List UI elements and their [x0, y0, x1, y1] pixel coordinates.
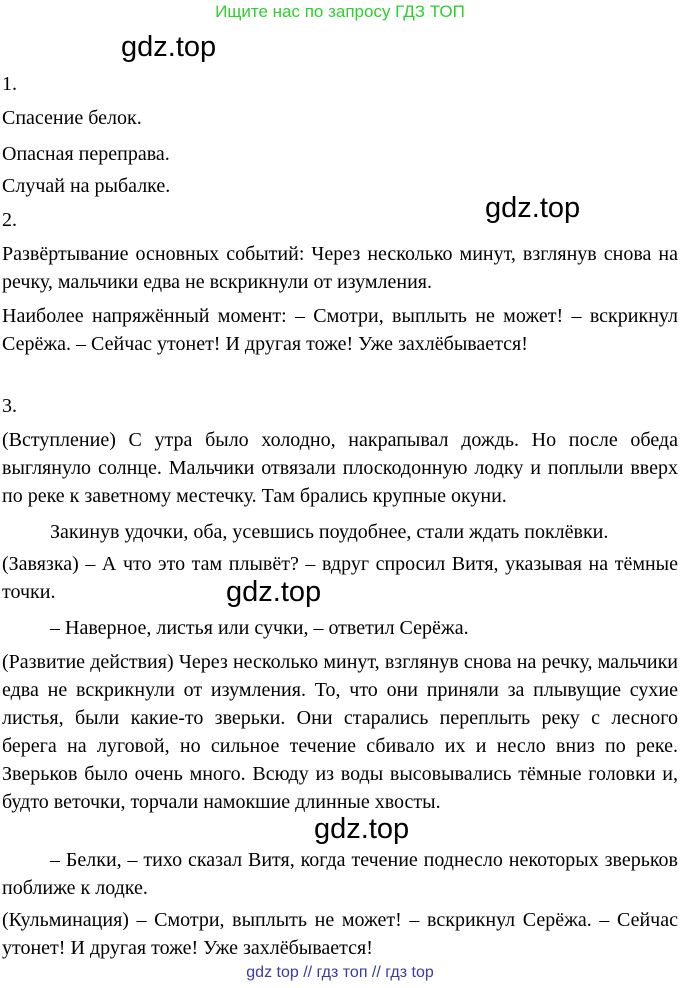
paragraph-zavyazka: (Завязка) – А что это там плывёт? – вдруг спросил Витя, указывая на тёмные точки.: [2, 553, 678, 603]
paragraph-vstuplenie: (Вступление) С утра было холодно, накрапывал дождь. Но после обеда выглянуло солнце. Мальчики отвязали плоскодонную лодку и поплыли вверх по реке к заветному местечку. Там брались крупные окуни.: [2, 429, 678, 507]
paragraph-belki: – Белки, – тихо сказал Витя, когда течение поднесло некоторых зверьков поближе к лодке.: [2, 849, 678, 899]
watermark-3: gdz.top: [226, 576, 322, 608]
watermark-1: gdz.top: [121, 31, 217, 63]
paragraph-zakinuv: Закинув удочки, оба, усевшись поудобнее, стали ждать поклёвки.: [50, 521, 609, 543]
title-2: Опасная переправа.: [2, 143, 170, 165]
watermark-4: gdz.top: [314, 813, 410, 845]
paragraph-kulminaciya: (Кульминация) – Смотри, выплыть не может! – вскрикнул Серёжа. – Сейчас утонет! И другая тоже! Уже захлёбывается!: [2, 909, 678, 959]
item-number-3: 3.: [2, 395, 17, 417]
paragraph-razvitie: (Развитие действия) Через несколько минут, взглянув снова на речку, мальчики едва не вскрикнули от изумления. То, что они приняли за плывущие сухие листья, были какие-то зверьки. Они старались переплыть реку с лесного берега на луговой, но сильное течение сбивало их и несло вниз по реке. Зверьков было очень много. Всюду из воды высовывались тёмные головки и, будто веточки, торчали намокшие длинные хвосты.: [2, 651, 678, 813]
watermark-2: gdz.top: [485, 192, 581, 224]
item-number-1: 1.: [2, 73, 17, 95]
paragraph-napryazhenny: Наиболее напряжённый момент: – Смотри, выплыть не может! – вскрикнул Серёжа. – Сейчас утонет! И другая тоже! Уже захлёбывается!: [2, 305, 678, 355]
search-banner: Ищите нас по запросу ГДЗ ТОП: [215, 2, 465, 21]
title-3: Случай на рыбалке.: [2, 175, 171, 197]
paragraph-razvertyvanie: Развёртывание основных событий: Через несколько минут, взглянув снова на речку, мальчики едва не вскрикнули от изумления.: [2, 243, 678, 293]
paragraph-naverno: – Наверное, листья или сучки, – ответил Серёжа.: [50, 617, 469, 639]
item-number-2: 2.: [2, 209, 17, 231]
title-1: Спасение белок.: [2, 107, 142, 129]
footer-links: gdz top // гдз топ // гдз top: [246, 964, 434, 981]
